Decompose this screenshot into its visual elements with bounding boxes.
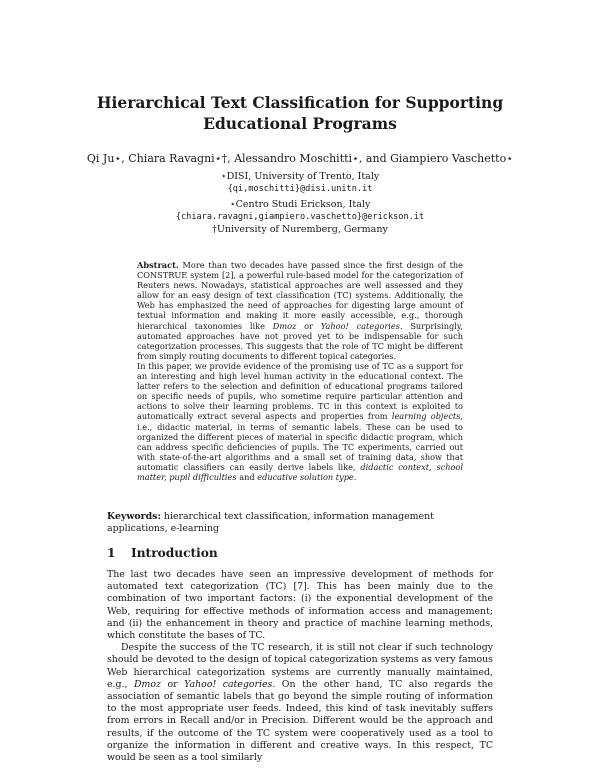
- abstract-emphasis: didactic context, school matter, pupil difficulties: [137, 461, 463, 482]
- keywords-text: hierarchical text classification, information management applications, e-learning: [107, 511, 434, 535]
- abstract-text: or: [304, 320, 313, 331]
- section-heading: [107, 546, 218, 560]
- paper-title: [60, 92, 540, 134]
- section-title: Introduction: [131, 546, 218, 560]
- abstract-paragraph-2: [137, 361, 463, 482]
- affiliation-nuremberg: [100, 224, 500, 236]
- affiliation-disi: [100, 171, 500, 195]
- affiliation-email: {chiara.ravagni,giampiero.vaschetto}@erickson.it: [175, 212, 425, 222]
- abstract: [137, 260, 463, 482]
- abstract-emphasis: Yahoo! categories: [320, 320, 400, 331]
- keywords: [107, 511, 493, 536]
- introduction-body: [107, 569, 493, 764]
- abstract-text: More than two decades have passed since the first design of the CONSTRUE system [2], a powerful rule-based model for the categorization of Reuters news. Nowadays, statistical approaches are well assessed and they allow for an easy design of text classification (TC) systems. Additionally, the Web has emphasized the need of approaches for digesting large amount of textual information and making it more easily accessible, e.g., thorough hierarchical taxonomies like: [137, 260, 463, 331]
- abstract-text: , i.e., didactic material, in terms of semantic labels. These can be used to organized the different pieces of material in specific didactic program, which can address specific deficiencies of pupils. The TC experiments, carried out with state-of-the-art algorithms and a small set of training data, show that automatic classifiers can easily derive labels like,: [137, 411, 464, 472]
- abstract-label: Abstract.: [137, 260, 179, 270]
- intro-emphasis: Dmoz: [133, 678, 161, 690]
- abstract-emphasis: learning objects: [391, 411, 461, 422]
- abstract-text: In this paper, we provide evidence of the promising use of TC as a support for an interesting and high level human activity in the educational context. The latter refers to the selection and definition of educational programs tailored on specific needs of pupils, who sometime require particular attention and actions to solve their learning problems. TC in this context is exploited to automatically extract several aspects and properties from: [137, 360, 463, 422]
- affiliation-name: †University of Nuremberg, Germany: [212, 224, 388, 235]
- intro-text: . On the other hand, TC also regards the association of semantic labels that go beyond the simple routing of information to the most appropriate user feeds. Indeed, this kind of task inevitably suffers from errors in Recall and/or in Precision. Different would be the approach and results, if the outcome of the TC system were cooperatively used as a tool to organize the information in different and creative ways. In this respect, TC would be seen as a tool similarly: [107, 678, 494, 764]
- intro-text: Despite the success of the TC research, it is still not clear if such technology should be devoted to the design of topical categorization systems as very famous Web hierarchical categorization systems are currently manually maintained, e.g.,: [107, 642, 493, 690]
- intro-paragraph-2: [107, 642, 493, 764]
- affiliation-name: ⋆DISI, University of Trento, Italy: [220, 171, 380, 182]
- affiliation-name: ⋆Centro Studi Erickson, Italy: [229, 199, 371, 210]
- intro-emphasis: Yahoo! categories: [184, 678, 273, 690]
- affiliation-email: {qi,moschitti}@disi.unitn.it: [227, 184, 373, 194]
- abstract-text: and: [239, 471, 255, 482]
- keywords-label: Keywords:: [107, 511, 161, 522]
- abstract-emphasis: educative solution type: [257, 471, 354, 482]
- title-line-1: Hierarchical Text Classification for Supporting: [96, 93, 504, 112]
- section-number: 1: [107, 546, 116, 560]
- title-line-2: Educational Programs: [203, 114, 397, 133]
- intro-text: or: [167, 678, 178, 690]
- abstract-paragraph-1: [137, 260, 463, 361]
- abstract-text: . Surprisingly, automated approaches have not proved yet to be indispensable for such categorization processes. This suggests that the role of TC might be different from simply routing documents to different topical categories.: [137, 320, 463, 361]
- author-list: Qi Ju⋆, Chiara Ravagni⋆†, Alessandro Moschitti⋆, and Giampiero Vaschetto⋆: [86, 152, 514, 165]
- abstract-emphasis: Dmoz: [272, 320, 297, 331]
- intro-paragraph-1: The last two decades have seen an impressive development of methods for automated text categorization (TC) [7]. This has been mainly due to the combination of two important factors: (i) the exponential development of the Web, requiring for effective methods of information access and management; and (ii) the enhancement in theory and practice of machine learning methods, which constitute the bases of TC.: [107, 569, 493, 642]
- affiliation-erickson: [100, 199, 500, 223]
- abstract-text: .: [353, 471, 357, 482]
